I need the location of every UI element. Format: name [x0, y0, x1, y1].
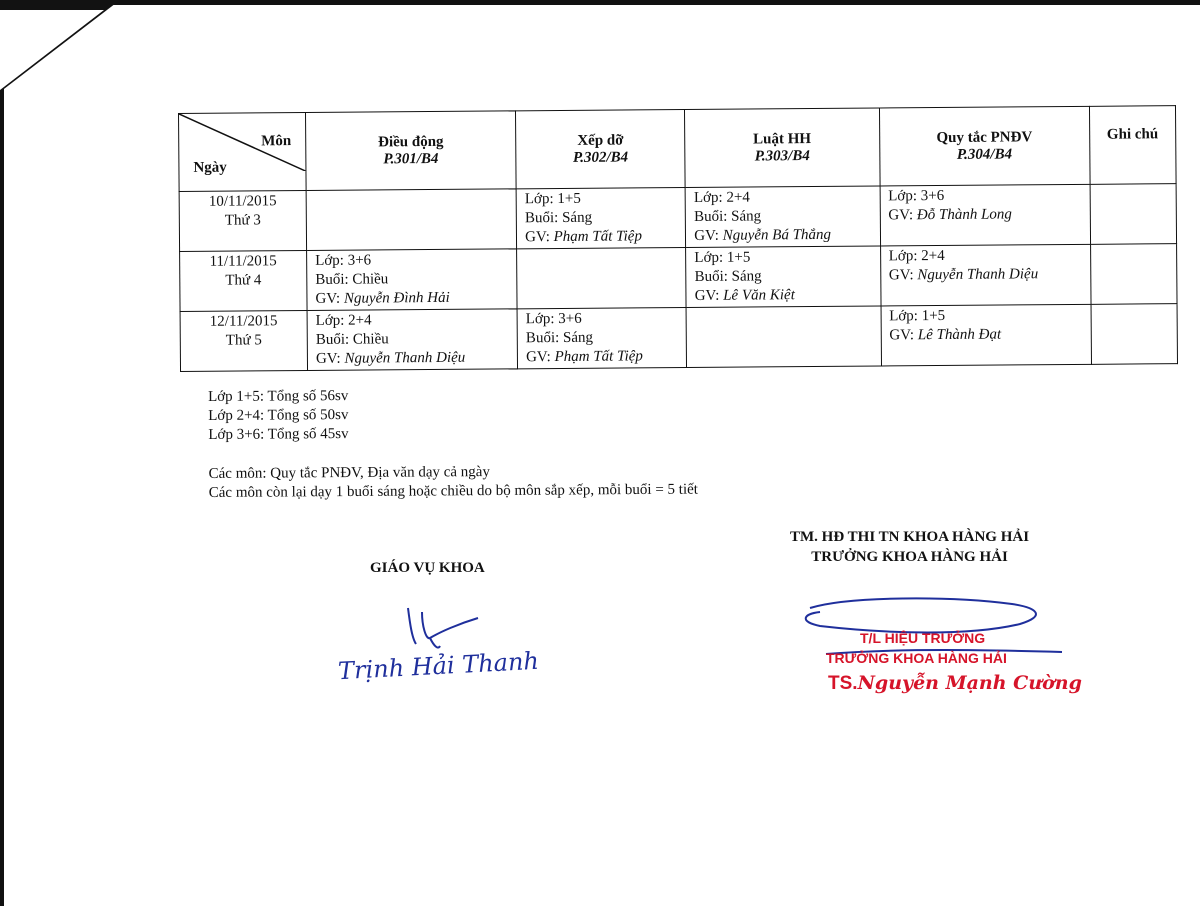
- class-line: Lớp: 1+5: [889, 307, 946, 325]
- schedule-cell: [517, 248, 687, 309]
- col-header-note: Ghi chú: [1089, 106, 1176, 185]
- schedule-cell: [880, 184, 1091, 246]
- teacher-name: Đỗ Thành Long: [916, 206, 1012, 224]
- date-value: 12/11/2015: [209, 313, 278, 330]
- class-line: Lớp: 2+4: [888, 247, 945, 265]
- schedule-table: [178, 105, 1178, 372]
- class-line: Lớp: 3+6: [525, 310, 582, 328]
- scan-corner-paper: [0, 10, 104, 90]
- stamp-line-1: T/L HIỆU TRƯỞNG: [860, 630, 986, 646]
- schedule-body: [179, 184, 1177, 372]
- corner-subject-label: Môn: [261, 133, 292, 150]
- note-cell: [1090, 184, 1177, 245]
- teacher-name: Nguyễn Thanh Diệu: [917, 266, 1039, 284]
- schedule-cell: [686, 246, 881, 308]
- schedule-cell: [685, 186, 880, 248]
- schedule-cell: [686, 306, 881, 368]
- schedule-cell: [307, 309, 518, 371]
- col-header-quy-tac: [879, 106, 1090, 186]
- note-cell: [1090, 244, 1177, 305]
- schedule-row: [180, 244, 1177, 312]
- session-line: Buổi: Sáng: [694, 208, 762, 225]
- class-line: Lớp: 1+5: [694, 249, 751, 266]
- col-header-xep-do: [516, 110, 686, 189]
- right-signature-title: [790, 527, 1029, 567]
- date-value: 11/11/2015: [209, 253, 277, 270]
- remark: Các môn: Quy tắc PNĐV, Địa văn dạy cả ngày: [208, 464, 490, 482]
- stamp-prefix: TS.: [828, 673, 858, 694]
- col-name: Điều động: [378, 133, 444, 150]
- teacher-label: GV:: [525, 229, 554, 246]
- col-room: P.303/B4: [754, 147, 810, 164]
- teacher-name: Lê Thành Đạt: [917, 326, 1002, 344]
- class-line: Lớp: 2+4: [693, 189, 750, 206]
- handwritten-signature-left: [330, 596, 500, 656]
- col-room: P.302/B4: [572, 148, 629, 166]
- weekday-value: Thứ 4: [225, 272, 262, 289]
- weekday-value: Thứ 3: [224, 212, 261, 229]
- teacher-name: Phạm Tất Tiệp: [553, 228, 643, 246]
- teacher-name: Phạm Tất Tiệp: [554, 348, 643, 366]
- teacher-label: GV:: [888, 207, 917, 224]
- date-cell: [180, 250, 307, 311]
- date-value: 10/11/2015: [208, 193, 277, 210]
- teacher-label: GV:: [888, 267, 918, 284]
- schedule-cell: [881, 304, 1092, 366]
- session-line: Buổi: Sáng: [524, 209, 593, 227]
- col-name: Xếp dỡ: [577, 132, 624, 149]
- teacher-line: [888, 205, 1081, 226]
- notes-block: [208, 385, 698, 503]
- session-line: Buổi: Sáng: [525, 329, 594, 347]
- teacher-line: [694, 226, 871, 246]
- date-cell: [179, 190, 306, 251]
- left-signature-title: GIÁO VỤ KHOA: [370, 560, 485, 576]
- date-cell: [180, 310, 307, 371]
- schedule-cell: [307, 249, 518, 311]
- teacher-line: [695, 286, 872, 306]
- note-cell: [1091, 304, 1178, 365]
- teacher-line: [526, 347, 678, 367]
- schedule-row: [179, 184, 1176, 252]
- right-title-line-1: TM. HĐ THI TN KHOA HÀNG HẢI: [790, 529, 1030, 545]
- teacher-name: Lê Văn Kiệt: [723, 287, 795, 304]
- schedule-cell: [880, 244, 1091, 306]
- session-line: Buổi: Chiều: [315, 331, 389, 348]
- stamp-line-3: [828, 672, 1082, 695]
- remark: Các môn còn lại dạy 1 buổi sáng hoặc chiều do bộ môn sắp xếp, mỗi buổi = 5 tiết: [208, 481, 698, 501]
- col-header-luat-hh: [685, 108, 880, 188]
- session-line: Buổi: Chiều: [315, 271, 389, 288]
- teacher-line: [889, 265, 1082, 286]
- stamp-line-2: TRƯỞNG KHOA HÀNG HẢI: [826, 650, 1007, 666]
- right-title-line-2: TRƯỞNG KHOA HÀNG HẢI: [811, 549, 1008, 565]
- teacher-line: [316, 348, 509, 369]
- col-name: Luật HH: [753, 130, 812, 147]
- class-line: Lớp: 2+4: [315, 312, 372, 329]
- col-header-dieu-dong: [306, 111, 517, 191]
- class-line: Lớp: 3+6: [315, 252, 372, 269]
- teacher-name: Nguyễn Thanh Diệu: [344, 349, 466, 367]
- schedule-cell: [516, 188, 686, 249]
- corner-day-label: Ngày: [193, 159, 227, 176]
- class-total: Lớp 2+4: Tổng số 50sv: [208, 407, 349, 424]
- col-name: Quy tắc PNĐV: [936, 128, 1033, 146]
- weekday-value: Thứ 5: [225, 332, 262, 349]
- teacher-line: [889, 325, 1082, 346]
- teacher-label: GV:: [315, 290, 345, 307]
- scan-top-edge: [0, 0, 1200, 5]
- scan-left-edge: [0, 60, 4, 906]
- teacher-label: GV:: [694, 227, 723, 244]
- teacher-line: [315, 288, 508, 309]
- left-signer-name: Trịnh Hải Thanh: [337, 646, 540, 686]
- stamp-signer-name: Nguyễn Mạnh Cường: [857, 672, 1082, 694]
- schedule-cell: [306, 189, 517, 251]
- teacher-label: GV:: [694, 287, 724, 304]
- header-row: [179, 106, 1177, 192]
- class-line: Lớp: 3+6: [888, 187, 945, 205]
- teacher-label: GV:: [889, 327, 918, 344]
- class-total: Lớp 1+5: Tổng số 56sv: [208, 388, 349, 405]
- teacher-name: Nguyễn Bá Thắng: [722, 226, 832, 244]
- teacher-name: Nguyễn Đình Hải: [343, 289, 450, 307]
- schedule-cell: [517, 308, 687, 369]
- col-room: P.304/B4: [956, 145, 1013, 163]
- teacher-label: GV:: [315, 350, 345, 367]
- col-room: P.301/B4: [383, 150, 439, 167]
- class-line: Lớp: 1+5: [524, 190, 581, 208]
- session-line: Buổi: Sáng: [694, 268, 762, 285]
- schedule-row: [180, 304, 1177, 372]
- corner-header: [179, 112, 307, 191]
- class-total: Lớp 3+6: Tổng số 45sv: [208, 426, 349, 443]
- teacher-line: [525, 227, 677, 247]
- teacher-label: GV:: [525, 349, 555, 366]
